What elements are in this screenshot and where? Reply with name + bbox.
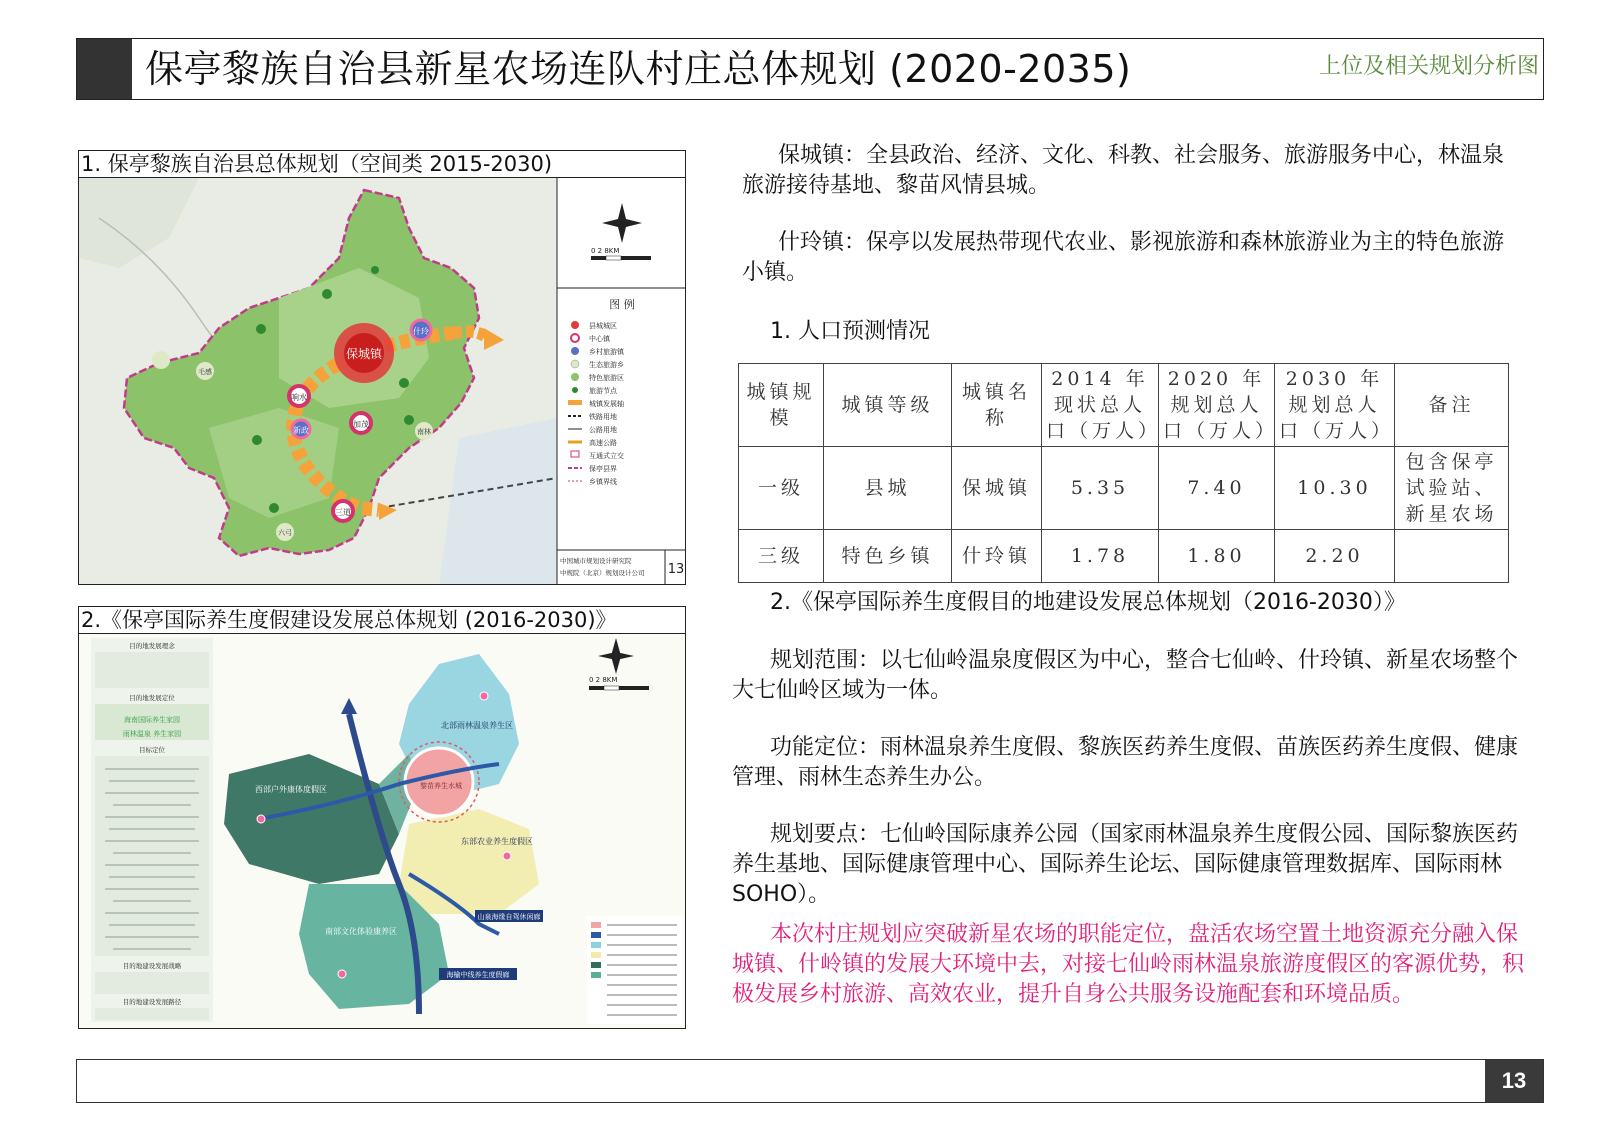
map1-credit-1: 中国城市规划设计研究院: [560, 557, 632, 565]
map2-side-title-4: 目的地建设发展战略: [122, 962, 182, 970]
table-header-cell: 2020 年规划总人口（万人）: [1159, 364, 1275, 447]
page-number: 13: [1485, 1060, 1543, 1102]
text-shiling: 什玲镇：保亭以发展热带现代农业、影视旅游和森林旅游业为主的特色旅游小镇。: [742, 230, 1505, 285]
map2-legend: [587, 916, 683, 1024]
map2-side-title-1: 目的地发展理念: [129, 642, 175, 650]
zone-label-north: 北部雨林温泉养生区: [441, 721, 513, 730]
legend-item: 中心镇: [589, 335, 610, 343]
zone-west: [224, 754, 399, 884]
table-row: [739, 530, 1509, 583]
table-cell: [1395, 530, 1509, 583]
table-cell: 三级: [739, 530, 824, 583]
map2-side-pos-1: 海南国际养生家园: [124, 716, 180, 724]
legend-item: 高速公路: [589, 439, 617, 447]
population-table: [738, 363, 1509, 583]
zone-label-west: 西部户外康体度假区: [255, 785, 327, 794]
legend-item: 旅游节点: [589, 387, 617, 395]
zone-label-water-city: 黎苗养生水城: [420, 782, 462, 790]
map2-side-title-3: 目标定位: [139, 746, 165, 754]
map1-label-sandao: 三道: [335, 508, 351, 517]
map2-side-title-5: 目的地建设发展路径: [122, 998, 182, 1006]
table-header-cell: 城镇名称: [952, 364, 1042, 447]
table-header-cell: 备注: [1395, 364, 1509, 447]
map2-title: 2.《保亭国际养生度假建设发展总体规划 (2016-2030)》: [78, 606, 686, 634]
legend-item: 生态旅游乡: [589, 361, 624, 369]
legend-item: 铁路用地: [589, 413, 617, 421]
map1-label-shiling: 什玲: [413, 327, 429, 336]
map2-graphic: [79, 634, 686, 1029]
table-cell: 包含保亭试验站、新星农场: [1395, 447, 1509, 530]
table-cell: 7.40: [1159, 447, 1275, 530]
table-cell: 保城镇: [952, 447, 1042, 530]
legend-item: 互通式立交: [589, 452, 624, 460]
map2-side-pos-2: 雨林温泉 养生家园: [122, 730, 182, 738]
text-function: 功能定位：雨林温泉养生度假、黎族医药养生度假、苗族医药养生度假、健康管理、雨林生态养生办公。: [732, 735, 1519, 790]
legend-item: 城镇发展轴: [589, 400, 624, 408]
page-footer: [76, 1059, 1544, 1103]
zone-east: [399, 809, 539, 914]
map1-legend-title: 图 例: [609, 298, 635, 311]
map1-credit-2: 中规院（北京）规划设计公司: [560, 569, 645, 577]
map1-panel: [78, 177, 686, 585]
text-conclusion: 本次村庄规划应突破新星农场的职能定位，盘活农场空置土地资源充分融入保城镇、什岭镇的发展大环境中去，对接七仙岭雨林温泉旅游度假区的客源优势，积极发展乡村旅游、高效农业，提升自身公共服务设施配套和环境品质。: [732, 922, 1525, 1007]
table-header-cell: 城镇规模: [739, 364, 824, 447]
map1-page-no: 13: [667, 562, 685, 577]
legend-item: 乡村旅游镇: [589, 348, 624, 356]
map1-label-xinzheng: 新政: [293, 426, 309, 435]
table-cell: 县城: [824, 447, 952, 530]
page-subtitle: 上位及相关规划分析图: [1318, 54, 1539, 79]
text-scope: 规划范围：以七仙岭温泉度假区为中心，整合七仙岭、什玲镇、新星农场整个大七仙岭区域为一体。: [732, 648, 1519, 703]
zone-label-south: 南部文化体验康养区: [325, 927, 397, 936]
map1-scale-text: 0 2 8KM: [591, 247, 620, 255]
table-cell: 特色乡镇: [824, 530, 952, 583]
table-cell: 10.30: [1275, 447, 1395, 530]
table-cell: 5.35: [1042, 447, 1159, 530]
legend-item: 县城城区: [589, 322, 617, 330]
header-mark: [77, 39, 132, 99]
table-cell: 什玲镇: [952, 530, 1042, 583]
table-header-cell: 城镇等级: [824, 364, 952, 447]
legend-item: 保亭县界: [589, 465, 617, 473]
table-header-cell: 2030 年规划总人口（万人）: [1275, 364, 1395, 447]
legend-item: 特色旅游区: [589, 374, 624, 382]
map2-side-title-2: 目的地发展定位: [129, 694, 175, 702]
map1-label-maogan: 毛感: [198, 368, 212, 376]
text-baocheng: 保城镇：全县政治、经济、文化、科教、社会服务、旅游服务中心，林温泉旅游接待基地、黎苗风情县城。: [742, 143, 1505, 198]
legend-item: 乡镇界线: [589, 478, 617, 486]
map1-center-label: 保城镇: [345, 347, 383, 361]
map1-label-liugong: 六弓: [278, 529, 292, 537]
north-arrow-icon: [598, 638, 634, 674]
map2-scale-text: 0 2 8KM: [589, 676, 618, 684]
text-key-points: 规划要点：七仙岭国际康养公园（国家雨林温泉养生度假公园、国际黎族医药养生基地、国际健康管理中心、国际养生论坛、国际健康管理数据库、国际雨林 SOHO）。: [732, 822, 1519, 907]
table-cell: 一级: [739, 447, 824, 530]
page-title: 保亭黎族自治县新星农场连队村庄总体规划 (2020-2035): [145, 47, 1132, 91]
callout-2: 海榆中线养生度假廊: [446, 971, 510, 979]
section-health-plan: 2.《保亭国际养生度假目的地建设发展总体规划（2016-2030）》: [770, 590, 1406, 615]
table-cell: 2.20: [1275, 530, 1395, 583]
section-population: 1. 人口预测情况: [770, 319, 930, 344]
table-row: [739, 447, 1509, 530]
map1-label-jiamao: 加茂: [353, 420, 369, 429]
callout-1: 山泉海缘自驾休闲廊: [477, 913, 541, 921]
map1-label-xiangshui: 响水: [291, 393, 307, 402]
legend-item: 公路用地: [589, 426, 617, 434]
table-header-row: [739, 364, 1509, 447]
table-header-cell: 2014 年现状总人口（万人）: [1042, 364, 1159, 447]
map2-panel: [78, 633, 686, 1029]
map1-label-nanlin: 南林: [417, 428, 431, 436]
map1-title: 1. 保亭黎族自治县总体规划（空间类 2015-2030): [78, 150, 686, 178]
table-cell: 1.80: [1159, 530, 1275, 583]
page-header: [76, 38, 1544, 100]
zone-label-east: 东部农业养生度假区: [461, 837, 533, 846]
table-cell: 1.78: [1042, 530, 1159, 583]
map1-graphic: [79, 178, 686, 585]
